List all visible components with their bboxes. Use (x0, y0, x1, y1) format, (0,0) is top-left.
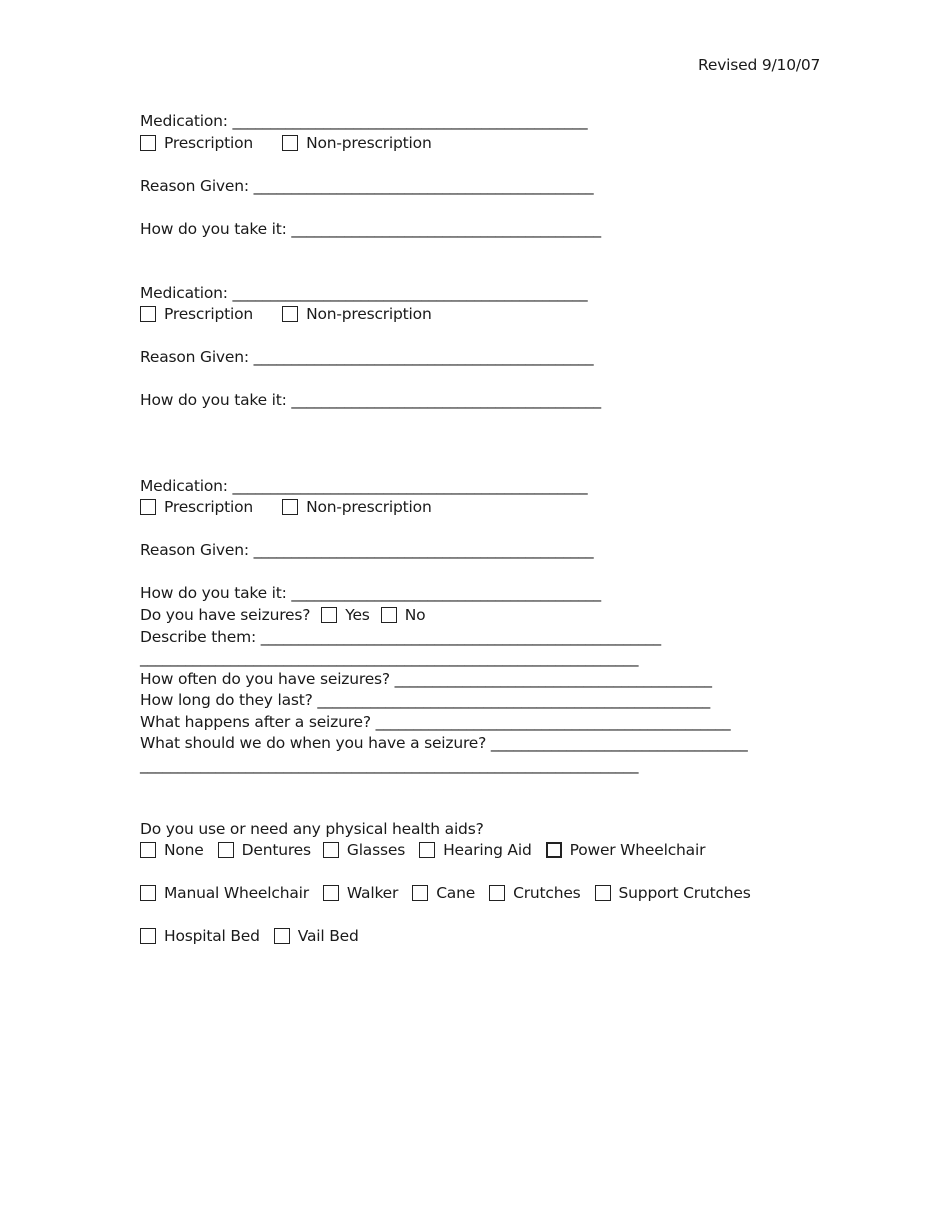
walker-checkbox[interactable] (323, 885, 339, 901)
health-aids-row-1 (140, 839, 705, 861)
aid-manual-wheelchair-option[interactable]: Manual Wheelchair (140, 882, 309, 904)
medication-3-type-row (140, 496, 432, 518)
crutches-checkbox[interactable] (489, 885, 505, 901)
how-take-3[interactable]: How do you take it: _________________________________________ (140, 584, 601, 602)
aid-hearing-aid-option[interactable]: Hearing Aid (419, 839, 532, 861)
aid-glasses-option[interactable]: Glasses (323, 839, 405, 861)
reason-given-1[interactable]: Reason Given: _____________________________________________ (140, 177, 594, 195)
prescription-checkbox[interactable] (140, 306, 156, 322)
manual-wheelchair-checkbox[interactable] (140, 885, 156, 901)
how-often-seizures[interactable]: How often do you have seizures? __________________________________________ (140, 670, 712, 688)
aid-crutches-option[interactable]: Crutches (489, 882, 580, 904)
aid-power-wheelchair-option[interactable]: Power Wheelchair (546, 839, 706, 861)
medication-2-type-row (140, 303, 432, 325)
glasses-checkbox[interactable] (323, 842, 339, 858)
prescription-checkbox[interactable] (140, 135, 156, 151)
aid-hospital-bed-option[interactable]: Hospital Bed (140, 925, 260, 947)
aid-vail-bed-option[interactable]: Vail Bed (274, 925, 359, 947)
revised-date: Revised 9/10/07 (698, 56, 821, 74)
aid-walker-option[interactable]: Walker (323, 882, 398, 904)
nonprescription-option[interactable]: Non-prescription (282, 496, 432, 518)
what-to-do-seizure[interactable]: What should we do when you have a seizure? __________________________________ (140, 734, 748, 752)
medication-1-type-row (140, 132, 432, 154)
dentures-checkbox[interactable] (218, 842, 234, 858)
no-checkbox[interactable] (381, 607, 397, 623)
prescription-option[interactable]: Prescription (140, 303, 253, 325)
hearing-aid-checkbox[interactable] (419, 842, 435, 858)
medication-2-label[interactable]: Medication: _______________________________________________ (140, 284, 588, 302)
aid-support-crutches-option[interactable]: Support Crutches (595, 882, 751, 904)
aid-none-option[interactable]: None (140, 839, 204, 861)
reason-given-2[interactable]: Reason Given: _____________________________________________ (140, 348, 594, 366)
what-to-do-seizure-continued[interactable]: __________________________________________________________________ (140, 756, 639, 774)
aid-dentures-option[interactable]: Dentures (218, 839, 311, 861)
nonprescription-option[interactable]: Non-prescription (282, 303, 432, 325)
nonprescription-checkbox[interactable] (282, 306, 298, 322)
describe-seizures[interactable]: Describe them: _____________________________________________________ (140, 628, 661, 646)
vail-bed-checkbox[interactable] (274, 928, 290, 944)
prescription-option[interactable]: Prescription (140, 132, 253, 154)
nonprescription-option[interactable]: Non-prescription (282, 132, 432, 154)
hospital-bed-checkbox[interactable] (140, 928, 156, 944)
how-take-1[interactable]: How do you take it: _________________________________________ (140, 220, 601, 238)
health-aids-row-3 (140, 925, 359, 947)
after-seizure[interactable]: What happens after a seizure? _______________________________________________ (140, 713, 731, 731)
health-aids-row-2 (140, 882, 751, 904)
reason-given-3[interactable]: Reason Given: _____________________________________________ (140, 541, 594, 559)
seizures-no-option[interactable]: No (381, 604, 426, 626)
describe-seizures-continued[interactable]: __________________________________________________________________ (140, 649, 639, 667)
yes-checkbox[interactable] (321, 607, 337, 623)
seizures-question: Do you have seizures? (140, 606, 311, 624)
prescription-checkbox[interactable] (140, 499, 156, 515)
how-long-seizures[interactable]: How long do they last? ____________________________________________________ (140, 691, 711, 709)
medication-3-label[interactable]: Medication: _______________________________________________ (140, 477, 588, 495)
prescription-option[interactable]: Prescription (140, 496, 253, 518)
support-crutches-checkbox[interactable] (595, 885, 611, 901)
health-aids-question: Do you use or need any physical health aids? (140, 820, 484, 838)
aid-cane-option[interactable]: Cane (412, 882, 475, 904)
nonprescription-checkbox[interactable] (282, 499, 298, 515)
power-wheelchair-checkbox[interactable] (546, 842, 562, 858)
how-take-2[interactable]: How do you take it: _________________________________________ (140, 391, 601, 409)
cane-checkbox[interactable] (412, 885, 428, 901)
seizures-question-row (140, 604, 425, 626)
none-checkbox[interactable] (140, 842, 156, 858)
medication-1-label[interactable]: Medication: _______________________________________________ (140, 112, 588, 130)
nonprescription-checkbox[interactable] (282, 135, 298, 151)
seizures-yes-option[interactable]: Yes (321, 604, 369, 626)
